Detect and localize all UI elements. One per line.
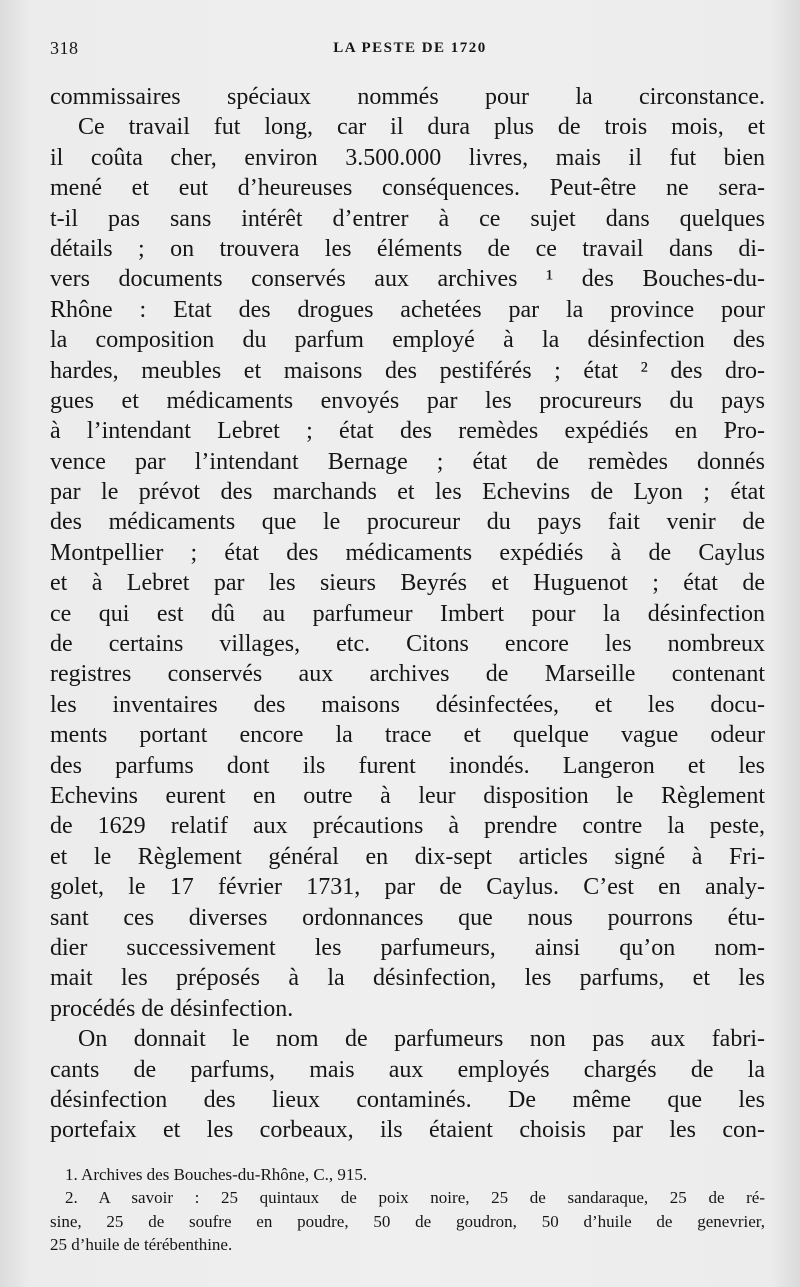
text-line: par le prévot des marchands et les Echevins de Lyon ; état bbox=[50, 479, 765, 506]
text-line: mait les préposés à la désinfection, les parfums, et les bbox=[50, 965, 765, 992]
text-line: hardes, meubles et maisons des pestiférés ; état ² des dro- bbox=[50, 357, 765, 384]
footnote-continuation: sine, 25 de soufre en poudre, 50 de goudron, 50 d’huile de genevrier, bbox=[50, 1211, 765, 1231]
footnote: 2. A savoir : 25 quintaux de poix noire, 25 de sandaraque, 25 de ré- bbox=[65, 1188, 765, 1208]
text-line: mené et eut d’heureuses conséquences. Peut-être ne sera- bbox=[50, 175, 765, 202]
text-line: commissaires spéciaux nommés pour la circonstance. bbox=[50, 84, 765, 110]
text-line: détails ; on trouvera les éléments de ce travail dans di- bbox=[50, 235, 765, 262]
text-line: des médicaments que le procureur du pays fait venir de bbox=[50, 509, 765, 536]
text-line: dier successivement les parfumeurs, ainsi qu’on nom- bbox=[50, 934, 765, 961]
text-line: il coûta cher, environ 3.500.000 livres, mais il fut bien bbox=[50, 144, 765, 171]
text-line: de 1629 relatif aux précautions à prendre contre la peste, bbox=[50, 813, 765, 840]
text-line: la composition du parfum employé à la désinfection des bbox=[50, 327, 765, 354]
text-line: Echevins eurent en outre à leur disposition le Règlement bbox=[50, 782, 765, 809]
body-text bbox=[50, 82, 765, 1146]
text-line: On donnait le nom de parfumeurs non pas aux fabri- bbox=[78, 1026, 765, 1053]
text-line: Montpellier ; état des médicaments expédiés à de Caylus bbox=[50, 539, 765, 566]
page-number: 318 bbox=[50, 38, 79, 58]
text-line: Rhône : Etat des drogues achetées par la province pour bbox=[50, 296, 765, 323]
text-line: portefaix et les corbeaux, ils étaient choisis par les con- bbox=[50, 1117, 765, 1144]
text-line: sant ces diverses ordonnances que nous pourrons étu- bbox=[50, 904, 765, 931]
footnote-continuation: 25 d’huile de térébenthine. bbox=[50, 1235, 233, 1255]
text-line: t-il pas sans intérêt d’entrer à ce sujet dans quelques bbox=[50, 205, 765, 232]
text-line: registres conservés aux archives de Marseille contenant bbox=[50, 661, 765, 688]
text-line: à l’intendant Lebret ; état des remèdes expédiés en Pro- bbox=[50, 418, 765, 445]
text-line: gues et médicaments envoyés par les procureurs du pays bbox=[50, 387, 765, 414]
text-line: et le Règlement général en dix-sept articles signé à Fri- bbox=[50, 843, 765, 870]
text-line: des parfums dont ils furent inondés. Langeron et les bbox=[50, 752, 765, 779]
footnotes bbox=[50, 1163, 765, 1257]
text-line: vence par l’intendant Bernage ; état de remèdes donnés bbox=[50, 448, 765, 475]
running-title: LA PESTE DE 1720 bbox=[333, 40, 487, 56]
text-line: désinfection des lieux contaminés. De même que les bbox=[50, 1086, 765, 1113]
text-line: de certains villages, etc. Citons encore les nombreux bbox=[50, 631, 765, 658]
text-line: et à Lebret par les sieurs Beyrés et Huguenot ; état de bbox=[50, 570, 765, 597]
text-line: ce qui est dû au parfumeur Imbert pour la désinfection bbox=[50, 600, 765, 627]
text-line: les inventaires des maisons désinfectées, et les docu- bbox=[50, 691, 765, 718]
footnote: 1. Archives des Bouches-du-Rhône, C., 915. bbox=[65, 1165, 368, 1184]
text-line: Ce travail fut long, car il dura plus de trois mois, et bbox=[78, 114, 765, 141]
text-line: procédés de désinfection. bbox=[50, 995, 294, 1022]
text-line: ments portant encore la trace et quelque vague odeur bbox=[50, 722, 765, 749]
page-header bbox=[50, 38, 765, 68]
text-line: cants de parfums, mais aux employés chargés de la bbox=[50, 1056, 765, 1083]
text-line: golet, le 17 février 1731, par de Caylus. C’est en analy- bbox=[50, 874, 765, 901]
text-line: vers documents conservés aux archives ¹ des Bouches-du- bbox=[50, 266, 765, 293]
